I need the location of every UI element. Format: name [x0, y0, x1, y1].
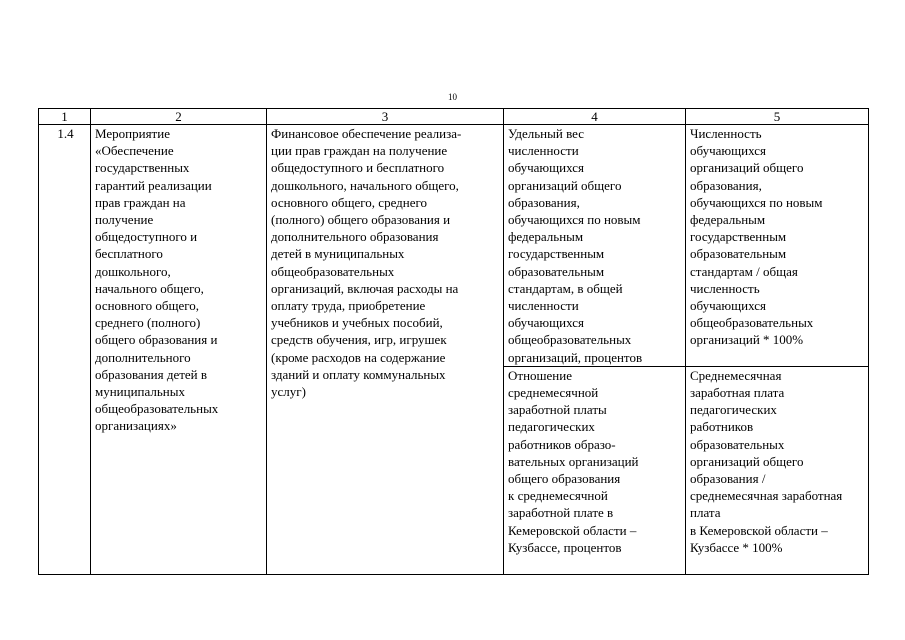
header-cell-col-4: 4 — [504, 109, 686, 125]
indicator-name-text: Отношение среднемесячной заработной платы педагогических работников образо- вательных организаций общего образования к среднемесячной заработной плате в Кемеровской области – Кузбассе, процентов — [508, 367, 639, 555]
indicator-formula-text: Среднемесячная заработная плата педагогических работников образовательных организаций общего образования / среднемесячная заработная плата в Кемеровской области – Кузбассе * 100% — [690, 367, 843, 555]
indicator-formula-cell — [686, 125, 869, 367]
description-cell — [267, 125, 504, 575]
indicator-name-cell — [504, 125, 686, 367]
cell-spacer — [508, 556, 683, 574]
table-row — [39, 125, 869, 367]
indicator-name-text: Удельный вес численности обучающихся организаций общего образования, обучающихся по новым федеральным государственным образовательным стандартам, в общей численности обучающихся общеобразовательных организаций, процентов — [508, 126, 643, 365]
indicator-formula-cell — [686, 366, 869, 574]
page-number: 10 — [448, 92, 457, 102]
measure-cell — [91, 125, 267, 575]
header-cell-col-2: 2 — [91, 109, 267, 125]
indicators-table — [38, 108, 869, 575]
header-cell-col-3: 3 — [267, 109, 504, 125]
description-text: Финансовое обеспечение реализа- ции прав граждан на получение общедоступного и бесплатного дошкольного, начального общего, основного общего, среднего (полного) общего образования и дополнительного образования детей в муниципальных общеобразовательных организаций, включая расходы на оплату труда, приобретение учебников и учебных пособий, средств обучения, игр, игрушек (кроме расходов на содержание зданий и оплату коммунальных услуг) — [271, 126, 462, 400]
indicator-name-cell — [504, 366, 686, 574]
indicator-formula-text: Численность обучающихся организаций общего образования, обучающихся по новым федеральным государственным образовательным стандартам / общая численность обучающихся общеобразовательных организаций * 100% — [690, 126, 823, 348]
header-cell-col-5: 5 — [686, 109, 869, 125]
measure-text: Мероприятие «Обеспечение государственных гарантий реализации прав граждан на получение общедоступного и бесплатного дошкольного, начального общего, основного общего, среднего (полного) общего образования и дополнительного образования детей в муниципальных общеобразовательных организациях» — [95, 126, 219, 434]
header-cell-col-1: 1 — [39, 109, 91, 125]
row-number: 1.4 — [57, 126, 74, 141]
row-number-cell — [39, 125, 91, 575]
table-header-row — [39, 109, 869, 125]
cell-spacer — [690, 556, 866, 574]
